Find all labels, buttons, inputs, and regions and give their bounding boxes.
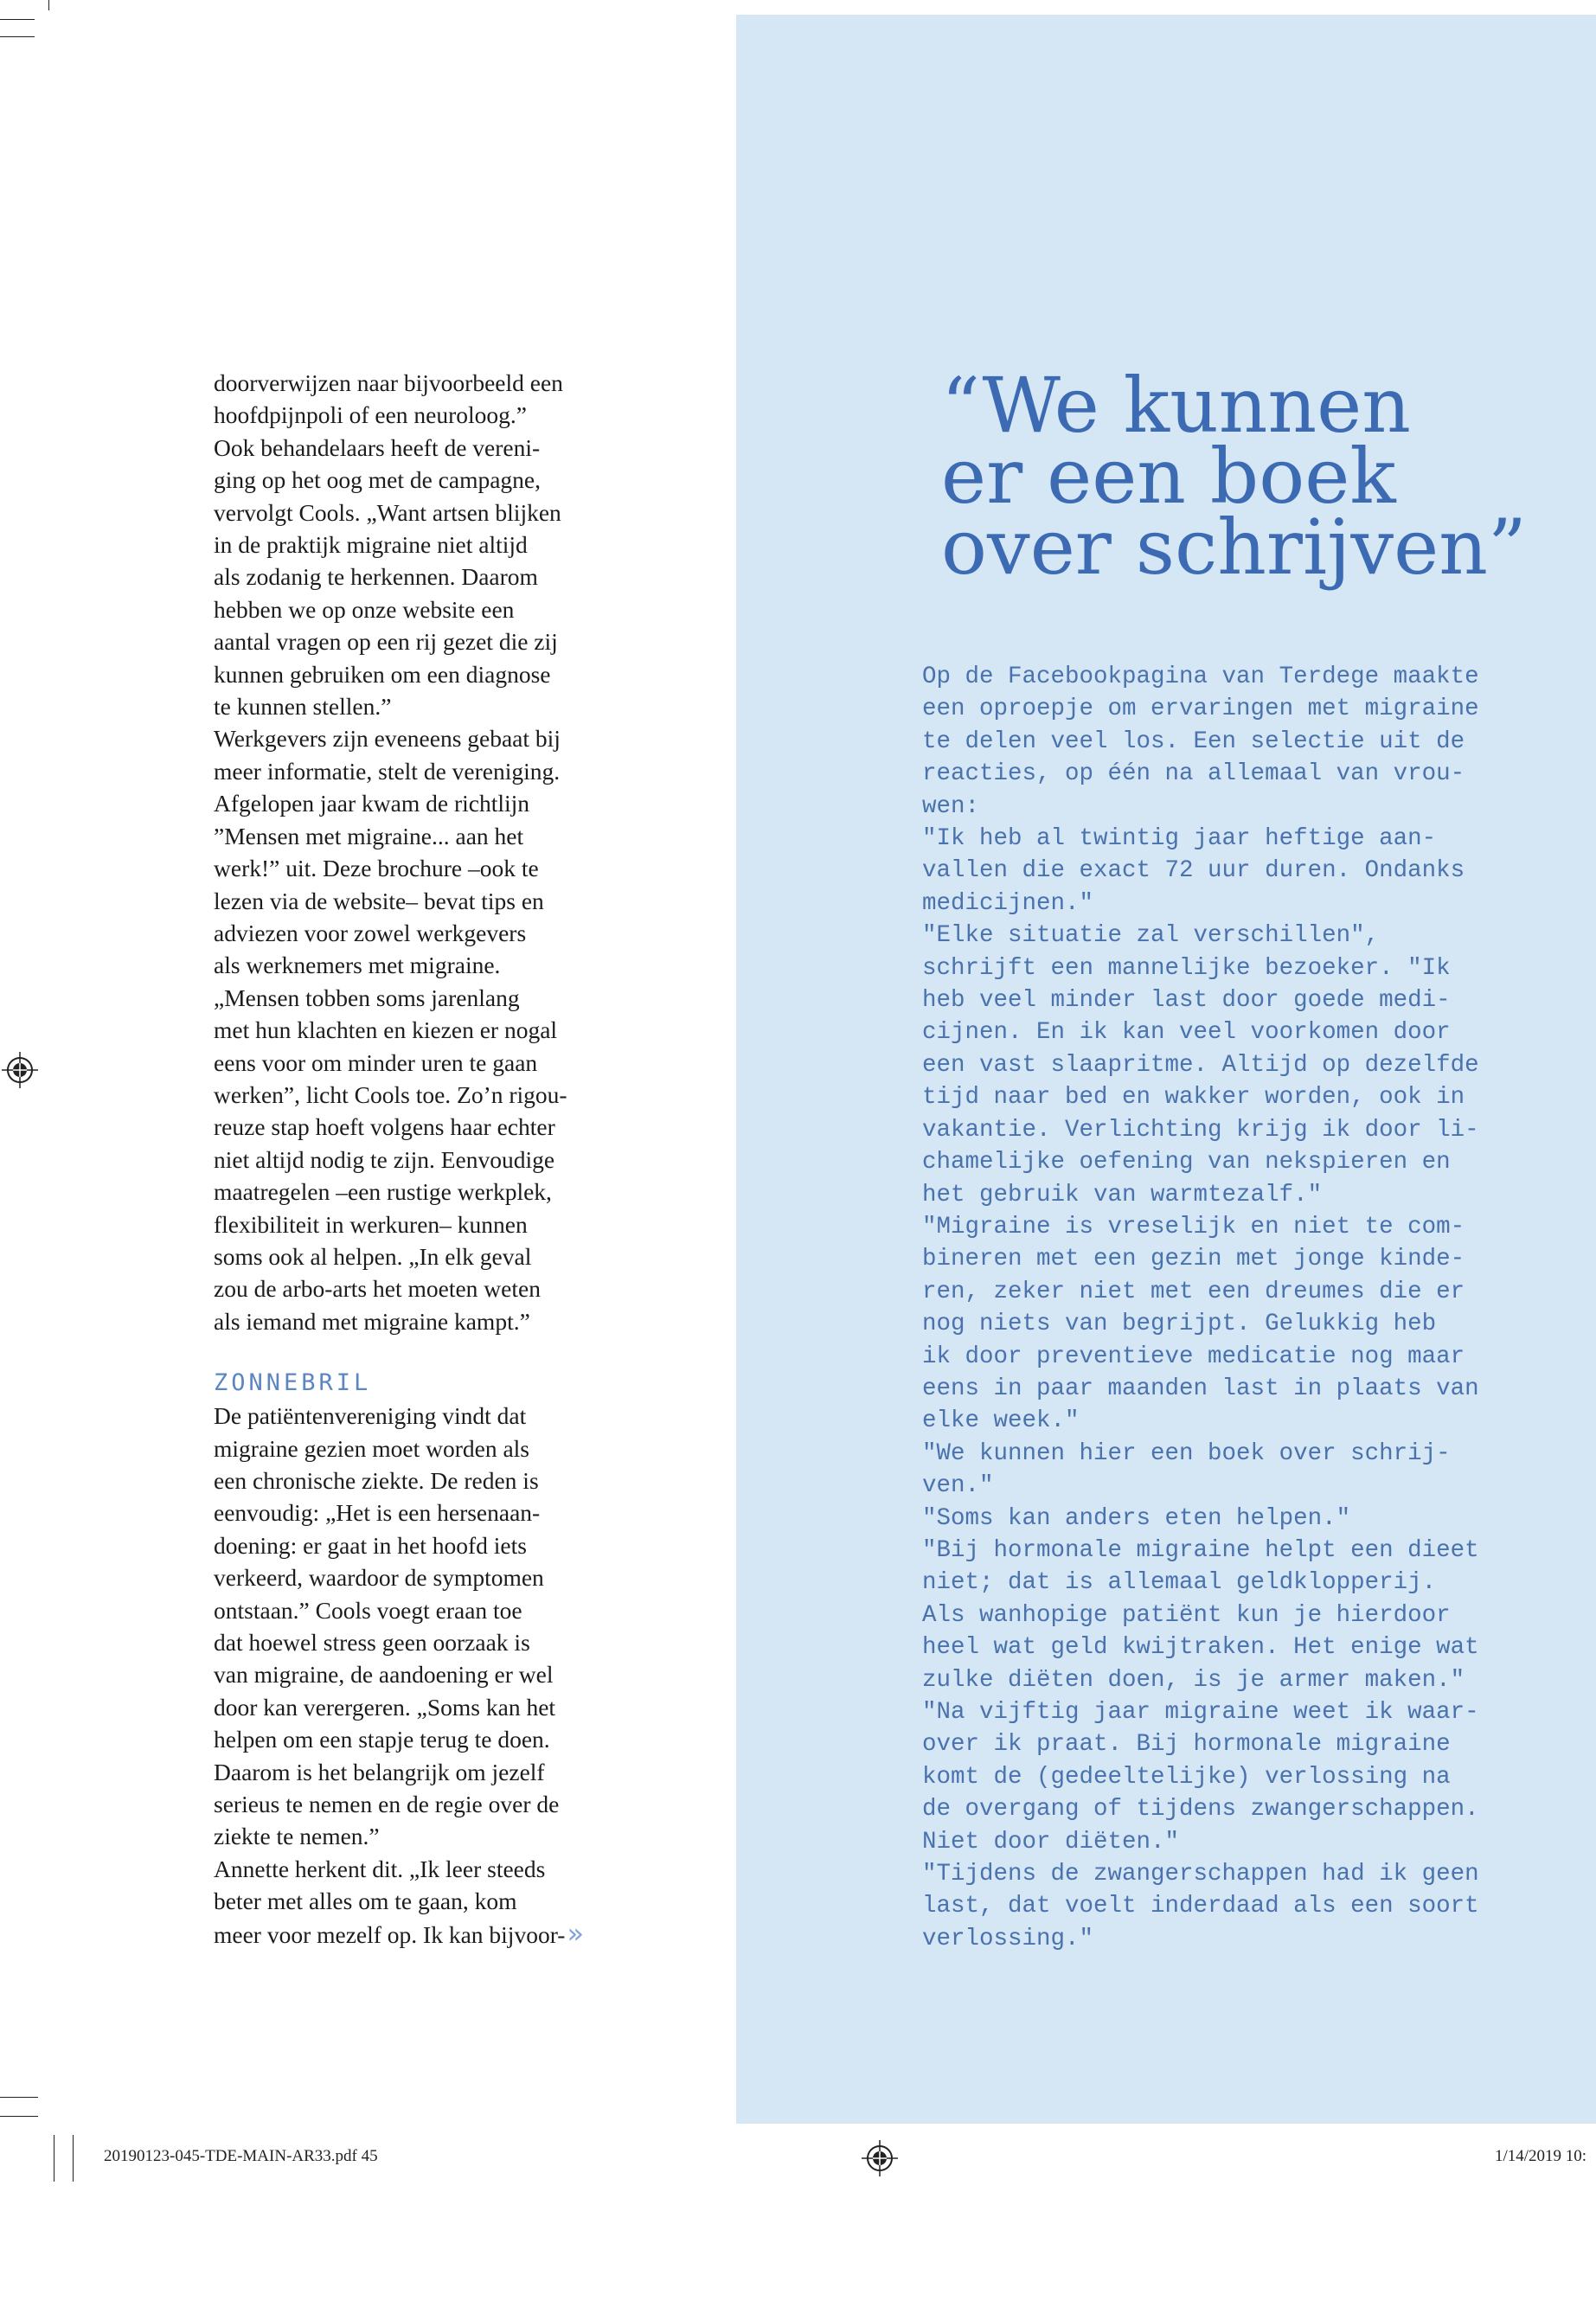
text-line: "Tijdens de zwangerschappen had ik geen [922,1861,1479,1888]
text-line: van migraine, de aandoening er wel [214,1661,554,1689]
text-line: De patiëntenvereniging vindt dat [214,1402,527,1430]
text-line: een vast slaapritme. Altijd op dezelfde [922,1051,1479,1079]
text-line: Niet door diëten." [922,1828,1180,1856]
text-line: verkeerd, waardoor de symptomen [214,1564,544,1592]
text-line: zou de arbo-arts het moeten weten [214,1275,541,1303]
text-line: bineren met een gezin met jonge kinde- [922,1246,1465,1273]
pull-quote [941,361,1564,592]
text-line: Afgelopen jaar kwam de richtlijn [214,790,530,817]
text-line: eens voor om minder uren te gaan [214,1048,538,1076]
text-line: ”Mensen met migraine... aan het [214,822,524,849]
text-line: adviezen voor zowel werkgevers [214,919,527,946]
text-line: ik door preventieve medicatie nog maar [922,1343,1465,1370]
text-line: beter met alles om te gaan, kom [214,1888,517,1915]
text-line: last, dat voelt inderdaad als een soort [922,1893,1479,1920]
text-line: te kunnen stellen.” [214,693,392,721]
crop-mark [0,19,35,20]
crop-mark [0,36,35,37]
text-line: ven." [922,1472,994,1500]
text-line: heel wat geld kwijtraken. Het enige wat [922,1634,1479,1662]
text-line: door kan verergeren. „Soms kan het [214,1693,556,1721]
crop-mark [48,0,49,10]
text-line: heb veel minder last door goede medi- [922,987,1451,1015]
text-line: reacties, op één na allemaal van vrou- [922,760,1465,788]
text-line: ging op het oog met de campagne, [214,466,542,494]
text-line: doorverwijzen naar bijvoorbeeld een [214,369,563,396]
text-line: schrijft een mannelijke bezoeker. "Ik [922,954,1451,982]
text-line: Op de Facebookpagina van Terdege maakte [922,663,1479,690]
text-line: nog niets van begrijpt. Gelukkig heb [922,1311,1437,1338]
text-line: het gebruik van warmtezalf." [922,1181,1323,1208]
text-line: werk!” uit. Deze brochure –ook te [214,855,539,882]
text-line: doening: er gaat in het hoofd iets [214,1531,527,1559]
text-line: Ook behandelaars heeft de vereni- [214,433,541,461]
text-line: elke week." [922,1407,1080,1435]
text-line: chamelijke oefening van nekspieren en [922,1149,1451,1176]
text-line: migraine gezien moet worden als [214,1434,530,1462]
print-slug-filename: 20190123-045-TDE-MAIN-AR33.pdf 45 [104,2147,378,2165]
text-line: „Mensen tobben soms jarenlang [214,984,520,1011]
section-subheading: ZONNEBRIL [214,1369,372,1397]
text-line: ontstaan.” Cools voegt eraan toe [214,1596,522,1624]
text-line: niet; dat is allemaal geldklopperij. [922,1569,1437,1597]
text-line: serieus te nemen en de regie over de [214,1791,560,1818]
registration-mark-icon [862,2140,898,2176]
text-line: komt de (gedeeltelijke) verlossing na [922,1763,1451,1791]
text-line: verlossing." [922,1925,1094,1952]
text-line: zulke diëten doen, is je armer maken." [922,1666,1465,1694]
text-line: Daarom is het belangrijk om jezelf [214,1758,545,1785]
text-line: "Migraine is vreselijk en niet te com- [922,1213,1465,1240]
text-line: Annette herkent dit. „Ik leer steeds [214,1855,546,1882]
text-line: werken”, licht Cools toe. Zo’n rigou- [214,1080,567,1108]
text-line: cijnen. En ik kan veel voorkomen door [922,1019,1451,1047]
text-line: wen: [922,792,980,820]
text-line [214,1918,638,1951]
text-line: eenvoudig: „Het is een hersenaan- [214,1499,541,1527]
text-line: aantal vragen op een rij gezet die zij [214,628,558,656]
text-line: dat hoewel stress geen oorzaak is [214,1629,530,1657]
text-line: als werknemers met migraine. [214,952,501,979]
text-line: meer informatie, stelt de vereniging. [214,757,561,785]
text-line: de overgang of tijdens zwangerschappen. [922,1796,1479,1823]
registration-mark-icon [2,1052,38,1088]
text-line: kunnen gebruiken om een diagnose [214,660,551,688]
text-line: helpen om een stapje terug te doen. [214,1726,550,1753]
text-line: reuze stap hoeft volgens haar echter [214,1113,555,1141]
pull-quote-line: over schrijven” [941,503,1527,592]
article-paragraph [214,1400,638,1951]
article-column [214,367,638,1951]
text-line: vallen die exact 72 uur duren. Ondanks [922,857,1465,885]
text-line: vakantie. Verlichting krijg ik door li- [922,1116,1479,1144]
text-line: "We kunnen hier een boek over schrij- [922,1439,1451,1467]
sidebar-body [922,661,1528,1955]
text-line: over ik praat. Bij hormonale migraine [922,1731,1451,1759]
text-line: te delen veel los. Een selectie uit de [922,727,1465,755]
print-slug-date: 1/14/2019 10: [1495,2147,1587,2165]
pull-quote-line: “We kunnen [941,361,1411,450]
text-line: "Elke situatie zal verschillen", [922,922,1380,950]
crop-mark [0,2116,38,2117]
text-line: "Na vijftig jaar migraine weet ik waar- [922,1699,1479,1726]
text-line: eens in paar maanden last in plaats van [922,1375,1479,1402]
text-line: "Bij hormonale migraine helpt een dieet [922,1536,1479,1564]
text-line: als iemand met migraine kampt.” [214,1307,530,1335]
text-line: "Ik heb al twintig jaar heftige aan- [922,825,1437,853]
text-line: lezen via de website– bevat tips en [214,887,544,914]
text-line: Als wanhopige patiënt kun je hierdoor [922,1601,1451,1629]
text-line-content: meer voor mezelf op. Ik kan bijvoor- [214,1920,566,1948]
text-line: ziekte te nemen.” [214,1823,380,1850]
text-line: tijd naar bed en wakker worden, ook in [922,1084,1465,1112]
text-line: in de praktijk migraine niet altijd [214,531,528,559]
text-line: ren, zeker niet met een dreumes die er [922,1278,1465,1305]
text-line: hebben we op onze website een [214,595,515,623]
text-line: niet altijd nodig te zijn. Eenvoudige [214,1145,555,1173]
crop-mark [0,2097,38,2098]
text-line: hoofdpijnpoli of een neuroloog.” [214,401,527,429]
text-line: soms ook al helpen. „In elk geval [214,1242,532,1270]
text-line: medicijnen." [922,889,1094,917]
pull-quote-line: er een boek [941,432,1396,521]
text-line: flexibiliteit in werkuren– kunnen [214,1210,528,1238]
text-line: maatregelen –een rustige werkplek, [214,1178,552,1206]
text-line: Werkgevers zijn eveneens gebaat bij [214,725,561,753]
text-line: vervolgt Cools. „Want artsen blijken [214,498,561,526]
text-line: een chronische ziekte. De reden is [214,1467,539,1494]
continue-arrow-icon: » [567,1916,585,1950]
text-line: een oproepje om ervaringen met migraine [922,695,1479,723]
article-paragraph [214,367,638,1337]
text-line: met hun klachten en kiezen er nogal [214,1016,558,1044]
text-line: als zodanig te herkennen. Daarom [214,563,538,591]
text-line: "Soms kan anders eten helpen." [922,1504,1351,1532]
crop-mark [73,2135,74,2182]
